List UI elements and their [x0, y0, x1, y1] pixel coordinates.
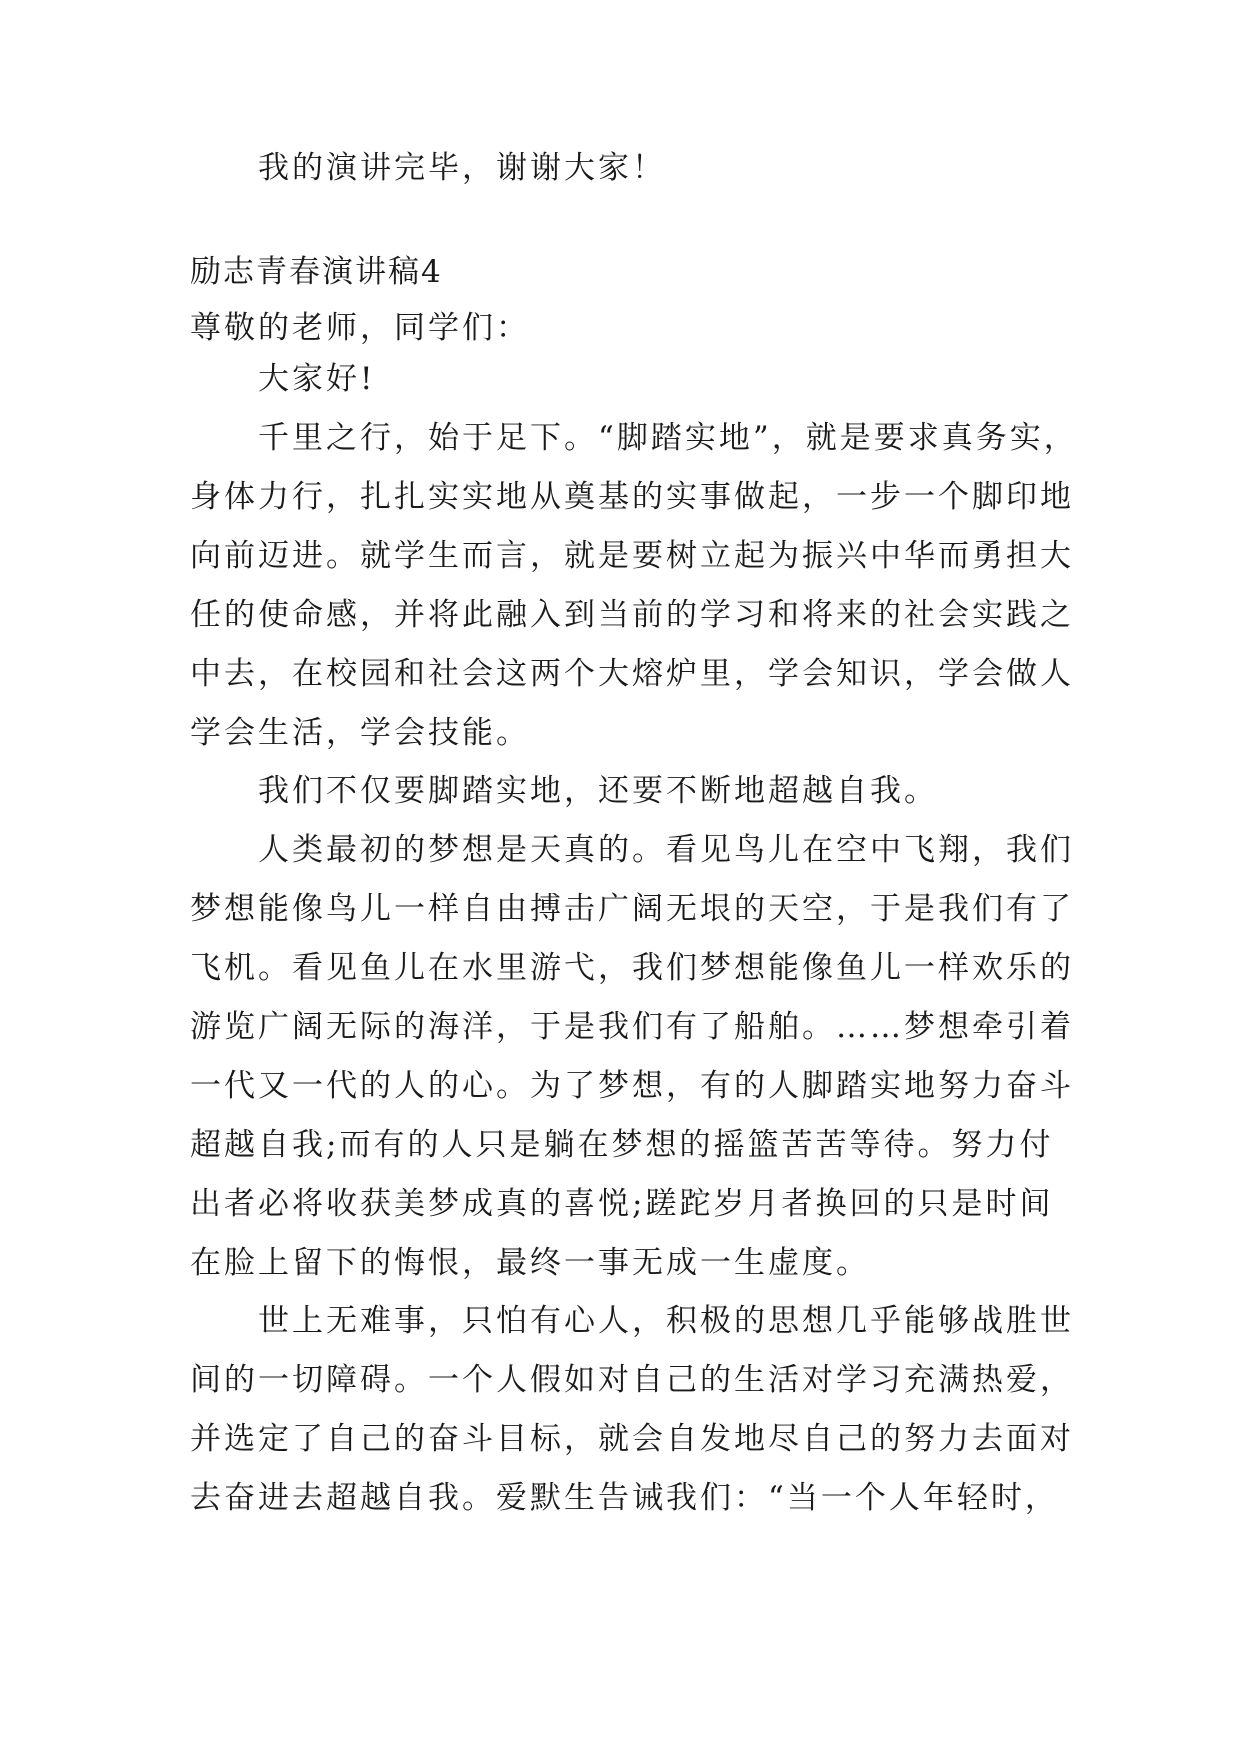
paragraph-line: 人类最初的梦想是天真的。看见鸟儿在空中飞翔，我们	[258, 832, 1074, 868]
paragraph-line: 一代又一代的人的心。为了梦想，有的人脚踏实地努力奋斗	[190, 1068, 1074, 1104]
paragraph-line: 间的一切障碍。一个人假如对自己的生活对学习充满热爱，	[190, 1362, 1074, 1398]
paragraph-line: 在脸上留下的悔恨，最终一事无成一生虚度。	[190, 1245, 870, 1281]
paragraph-line: 去奋进去超越自我。爱默生告诫我们：“当一个人年轻时，	[190, 1480, 1059, 1516]
paragraph-line: 任的使命感，并将此融入到当前的学习和将来的社会实践之	[190, 597, 1074, 633]
paragraph-line: 飞机。看见鱼儿在水里游弋，我们梦想能像鱼儿一样欢乐的	[190, 950, 1074, 986]
paragraph-line: 我们不仅要脚踏实地，还要不断地超越自我。	[258, 773, 938, 809]
section-title: 励志青春演讲稿4	[190, 254, 443, 290]
paragraph-line: 身体力行，扎扎实实地从奠基的实事做起，一步一个脚印地	[190, 479, 1074, 515]
closing-line: 我的演讲完毕，谢谢大家！	[258, 150, 666, 186]
paragraph-line: 千里之行，始于足下。“脚踏实地”，就是要求真务实，	[258, 420, 1078, 456]
paragraph-line: 出者必将收获美梦成真的喜悦;蹉跎岁月者换回的只是时间	[190, 1186, 1054, 1222]
paragraph-line: 梦想能像鸟儿一样自由搏击广阔无垠的天空，于是我们有了	[190, 891, 1074, 927]
paragraph-line: 世上无难事，只怕有心人，积极的思想几乎能够战胜世	[258, 1303, 1074, 1339]
salutation: 尊敬的老师，同学们：	[190, 310, 530, 346]
paragraph-line: 并选定了自己的奋斗目标，就会自发地尽自己的努力去面对	[190, 1421, 1074, 1457]
paragraph-line: 学会生活，学会技能。	[190, 715, 530, 751]
greeting: 大家好!	[258, 361, 376, 397]
paragraph-line: 超越自我;而有的人只是躺在梦想的摇篮苦苦等待。努力付	[190, 1127, 1054, 1163]
paragraph-line: 中去，在校园和社会这两个大熔炉里，学会知识，学会做人	[190, 656, 1074, 692]
paragraph-line: 向前迈进。就学生而言，就是要树立起为振兴中华而勇担大	[190, 538, 1074, 574]
paragraph-line: 游览广阔无际的海洋，于是我们有了船舶。……梦想牵引着	[190, 1009, 1074, 1045]
